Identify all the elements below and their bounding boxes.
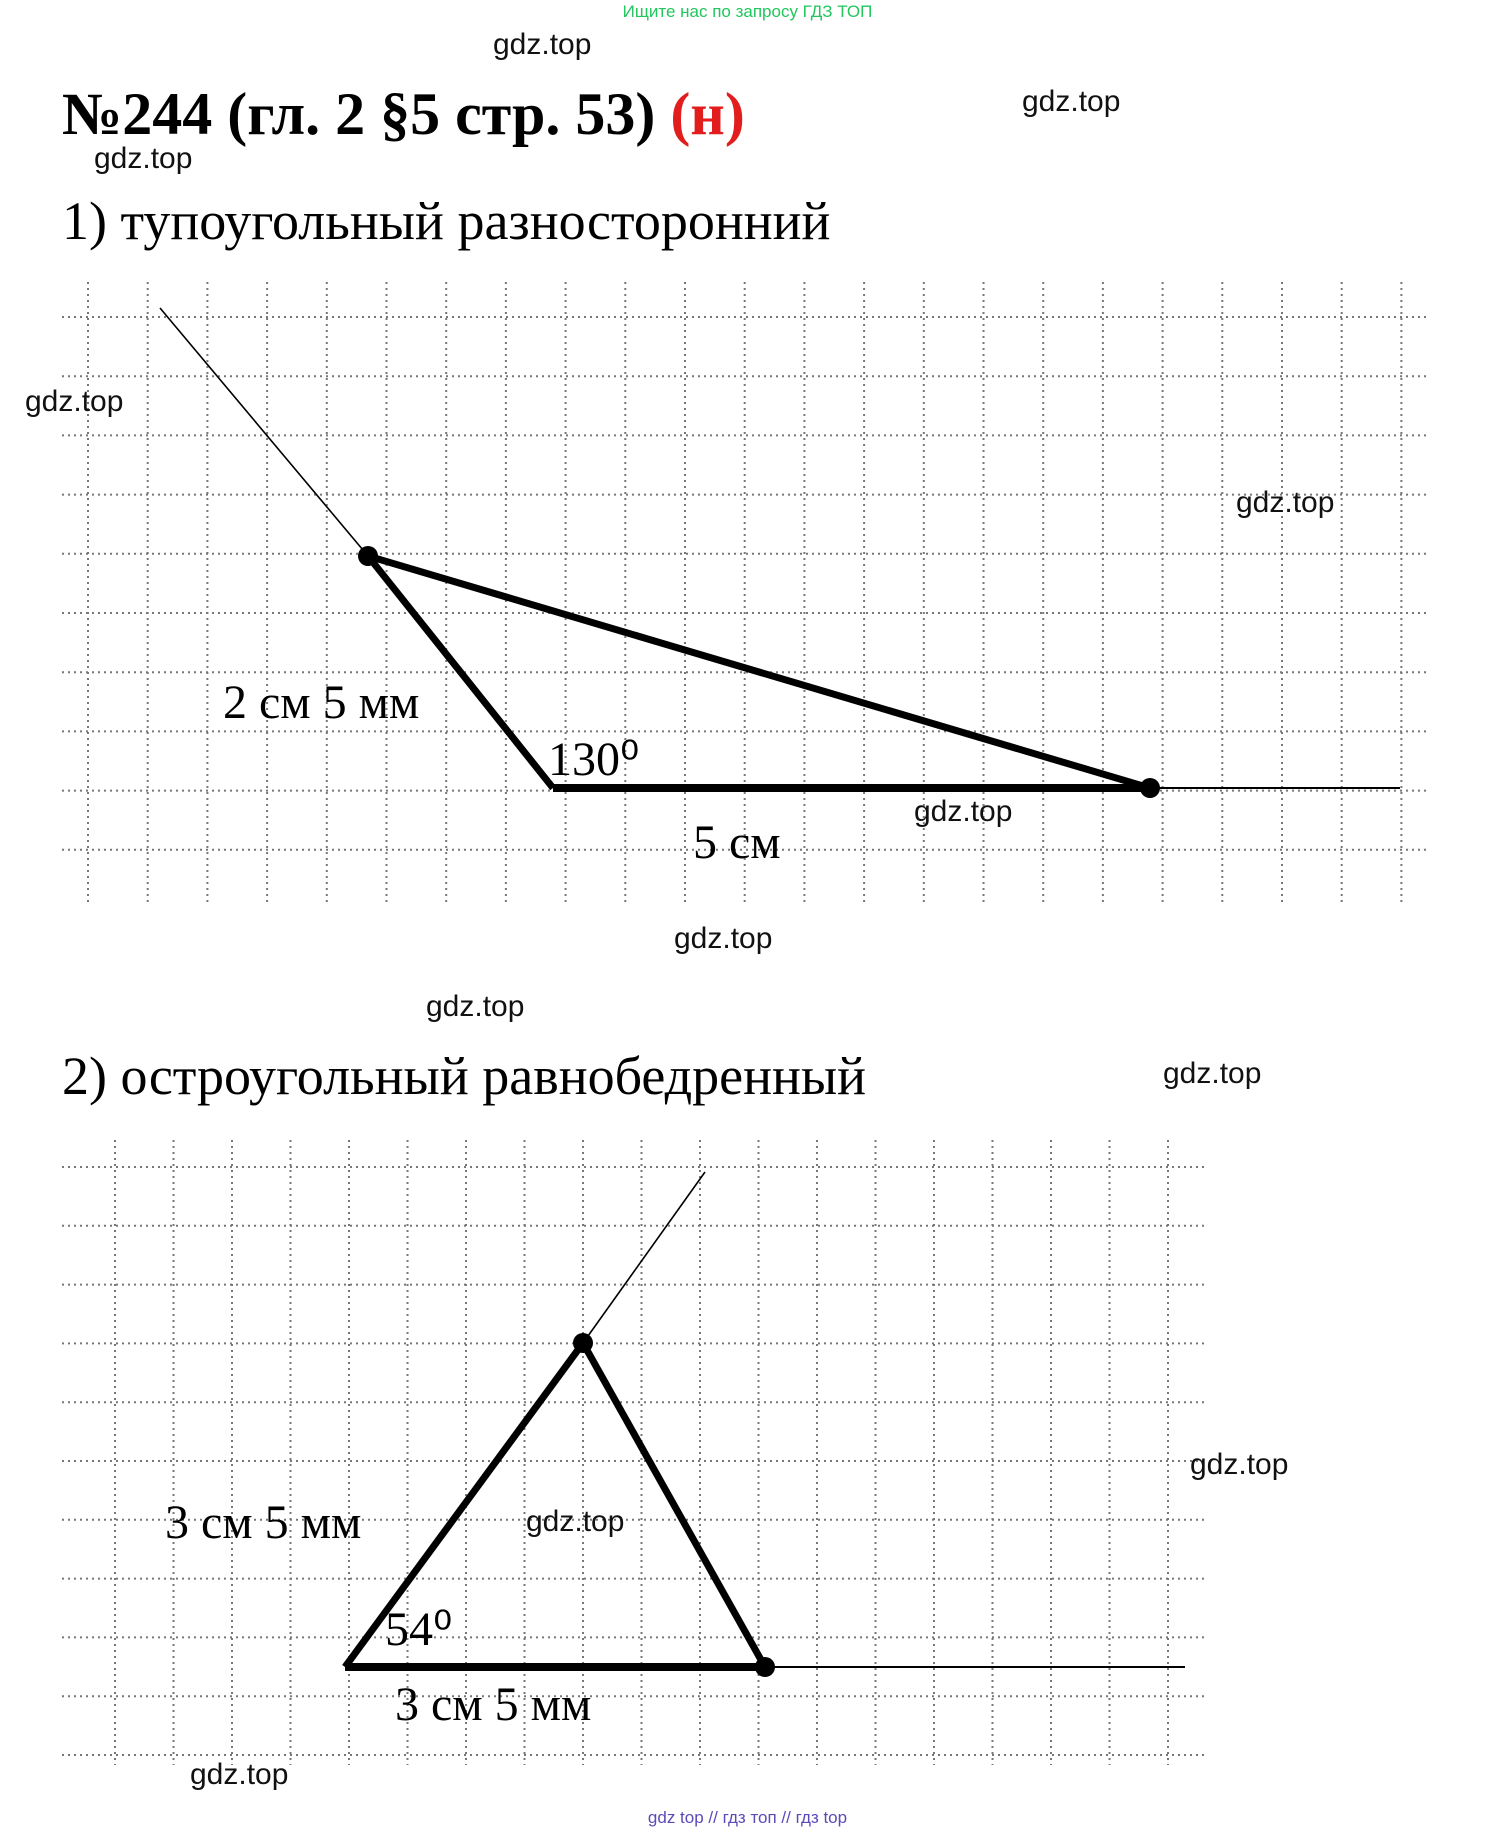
- search-hint: Ищите нас по запросу ГДЗ ТОП: [622, 2, 873, 21]
- watermark: gdz.top: [25, 385, 124, 418]
- vertex-1a: [358, 546, 378, 566]
- watermark: gdz.top: [190, 1758, 289, 1791]
- watermark: gdz.top: [674, 922, 773, 955]
- watermark: gdz.top: [526, 1505, 625, 1538]
- grid-2: [62, 1140, 1208, 1765]
- watermark: gdz.top: [94, 142, 193, 175]
- base-label-1: 5 см: [693, 816, 781, 869]
- side-long-1: [368, 556, 1150, 788]
- ray-1: [160, 308, 368, 556]
- vertex-2a: [573, 1333, 593, 1353]
- title-mark: (н): [670, 81, 745, 147]
- grid-1: [62, 282, 1428, 905]
- triangle-1: [160, 308, 1400, 869]
- side-label-1: 2 см 5 мм: [223, 676, 420, 729]
- vertex-2b: [755, 1657, 775, 1677]
- triangle-2: [165, 1172, 1185, 1731]
- section2-heading: 2) остроугольный равнобедренный: [62, 1046, 867, 1106]
- angle-label-1: 130⁰: [548, 733, 640, 786]
- section1-heading: 1) тупоугольный разносторонний: [62, 191, 831, 251]
- watermark: gdz.top: [914, 795, 1013, 828]
- watermark: gdz.top: [1163, 1057, 1262, 1090]
- ray-2: [583, 1172, 705, 1343]
- watermark: gdz.top: [1022, 85, 1121, 118]
- footer: gdz top // гдз топ // гдз top: [647, 1808, 848, 1827]
- angle-label-2: 54⁰: [385, 1603, 453, 1656]
- side-label-2: 3 см 5 мм: [165, 1496, 362, 1549]
- watermark: gdz.top: [1190, 1448, 1289, 1481]
- watermark: gdz.top: [1236, 486, 1335, 519]
- vertex-1b: [1140, 778, 1160, 798]
- watermark: gdz.top: [426, 990, 525, 1023]
- watermark: gdz.top: [493, 28, 592, 61]
- base-label-2: 3 см 5 мм: [395, 1678, 592, 1731]
- title-main: №244 (гл. 2 §5 стр. 53): [62, 81, 656, 147]
